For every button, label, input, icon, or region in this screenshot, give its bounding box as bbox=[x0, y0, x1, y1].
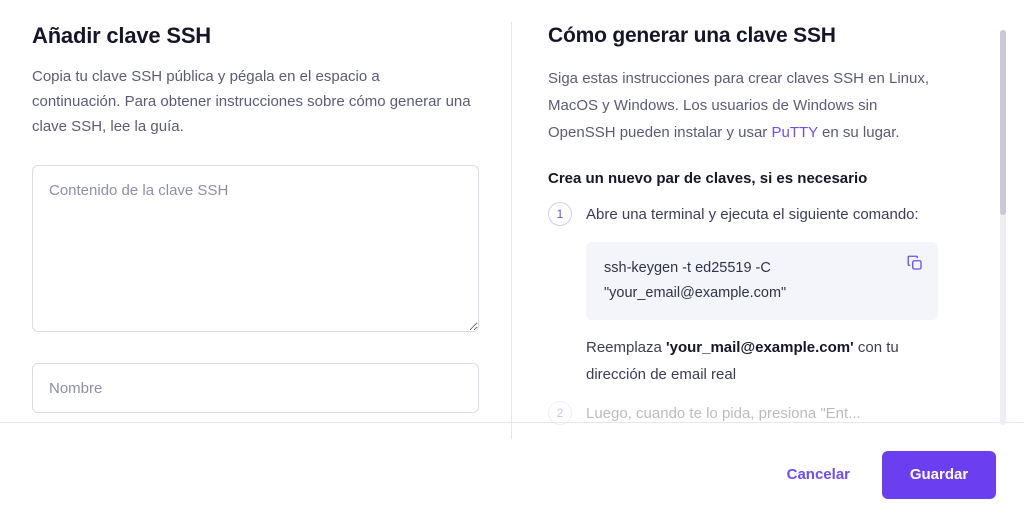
step-number-badge: 1 bbox=[548, 202, 572, 226]
cancel-button[interactable]: Cancelar bbox=[781, 456, 856, 493]
instructions-panel bbox=[512, 22, 1024, 439]
step-note-before: Reemplaza bbox=[586, 339, 667, 356]
instructions-title: Cómo generar una clave SSH bbox=[548, 24, 836, 47]
right-panel-scrollbar-track[interactable] bbox=[1000, 30, 1006, 425]
intro-text-before: Siga estas instrucciones para crear claves SSH en Linux, MacOS y Windows. Los usuarios de Windows sin OpenSSH pueden instalar y usar bbox=[548, 70, 930, 141]
step-content: Luego, cuando te lo pida, presiona "Ent... bbox=[586, 405, 861, 422]
save-button[interactable]: Guardar bbox=[882, 451, 996, 499]
page-title: Añadir clave SSH bbox=[32, 23, 211, 48]
instructions-subheading: Crea un nuevo par de claves, si es necesario bbox=[548, 170, 868, 187]
key-name-input[interactable] bbox=[32, 363, 479, 413]
putty-link[interactable]: PuTTY bbox=[771, 124, 818, 141]
instructions-intro bbox=[548, 65, 948, 146]
command-code-block bbox=[586, 242, 938, 320]
instructions-scroll-area bbox=[548, 22, 984, 439]
add-key-panel bbox=[0, 22, 512, 439]
intro-text-after: en su lugar. bbox=[817, 124, 900, 141]
step-note-after: con tu dirección de email real bbox=[586, 339, 899, 383]
step-note-email: 'your_mail@example.com' bbox=[666, 339, 854, 356]
ssh-key-input[interactable] bbox=[32, 165, 479, 332]
page-description: Copia tu clave SSH pública y pégala en el espacio a continuación. Para obtener instrucciones sobre cómo generar una clave SSH, lee la guía. bbox=[32, 68, 471, 135]
step-text: Abre una terminal y ejecuta el siguiente comando: bbox=[586, 206, 919, 223]
instruction-step-1 bbox=[548, 201, 976, 388]
copy-icon[interactable] bbox=[906, 254, 924, 272]
step-content bbox=[586, 201, 938, 388]
right-panel-scrollbar-thumb[interactable] bbox=[1000, 30, 1006, 215]
step-number-badge: 2 bbox=[548, 401, 572, 425]
step-note bbox=[586, 334, 938, 388]
instruction-step-2 bbox=[548, 400, 976, 427]
command-text: ssh-keygen -t ed25519 -C "your_email@example.com" bbox=[604, 260, 787, 301]
